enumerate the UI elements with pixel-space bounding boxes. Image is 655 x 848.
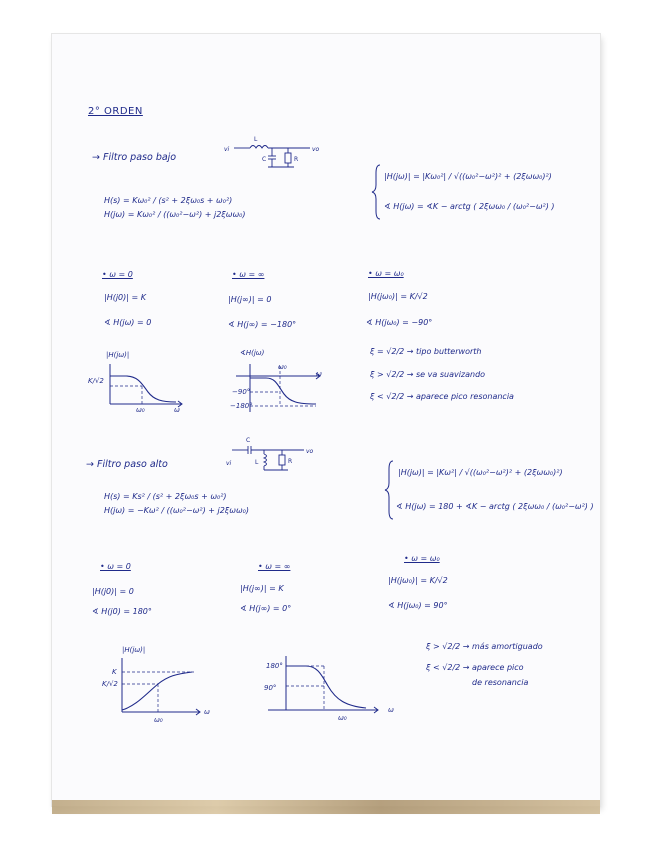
lowpass-heading: → Filtro paso bajo (92, 152, 177, 163)
highpass-phaseplot-xaxis: ω (388, 706, 394, 714)
lowpass-case-2-head: • ω = ω₀ (368, 269, 404, 278)
highpass-circuit-diagram (226, 436, 318, 474)
lowpass-case-2-phase: ∢ H(jω₀) = −90° (366, 318, 433, 327)
lowpass-case-1-head: • ω = ∞ (232, 270, 265, 279)
lowpass-case-1-phase: ∢ H(j∞) = −180° (228, 320, 297, 329)
highpass-heading: → Filtro paso alto (86, 459, 168, 470)
highpass-magnitude-plot (102, 656, 212, 720)
highpass-case-0-phase: ∢ H(j0) = 180° (92, 607, 152, 616)
lowpass-circuit-L: L (254, 136, 258, 143)
highpass-magnitude: |H(jω)| = |Kω²| / √((ω₀²−ω²)² + (2ξωω₀)²) (398, 468, 563, 477)
page-bottom-edge (52, 800, 600, 814)
lowpass-phaseplot-topmark: ω₀ (278, 363, 287, 371)
highpass-circuit-R: R (288, 458, 293, 465)
highpass-phaseplot-y2: 90° (264, 684, 277, 692)
lowpass-phaseplot-y2: −180° (230, 402, 253, 410)
lowpass-case-0-head: • ω = 0 (102, 270, 133, 279)
lowpass-circuit-vo: vo (312, 146, 320, 153)
highpass-xi-note-1: ξ < √2/2 → aparece pico (426, 663, 524, 672)
lowpass-phaseplot-xaxis: ω (316, 370, 322, 378)
highpass-magplot-y2: K/√2 (102, 680, 118, 688)
highpass-circuit-vo: vo (306, 448, 314, 455)
lowpass-case-2-mag: |H(jω₀)| = K/√2 (368, 292, 428, 301)
lowpass-phaseplot-title: ∢H(jω) (240, 349, 265, 357)
lowpass-circuit-vi: vi (224, 146, 230, 153)
lowpass-transfer-jw: H(jω) = Kω₀² / ((ω₀²−ω²) + j2ξωω₀) (104, 210, 246, 219)
lowpass-xi-note-1: ξ > √2/2 → se va suavizando (370, 370, 486, 379)
highpass-brace (385, 460, 395, 520)
highpass-circuit-L: L (255, 459, 259, 466)
lowpass-circuit-diagram (224, 134, 320, 172)
lowpass-magplot-title: |H(jω)| (106, 351, 130, 359)
highpass-case-1-mag: |H(j∞)| = K (240, 584, 284, 593)
lowpass-case-0-mag: |H(j0)| = K (104, 293, 146, 302)
lowpass-case-1-mag: |H(j∞)| = 0 (228, 295, 272, 304)
highpass-xi-note-2: de resonancia (472, 678, 529, 687)
lowpass-magplot-xmark: ω₀ (136, 406, 145, 414)
lowpass-phaseplot-y1: −90° (232, 388, 251, 396)
highpass-case-2-head: • ω = ω₀ (404, 554, 440, 563)
highpass-magplot-xmark: ω₀ (154, 716, 163, 724)
highpass-magplot-title: |H(jω)| (122, 646, 146, 654)
highpass-case-0-mag: |H(j0)| = 0 (92, 587, 134, 596)
highpass-circuit-vi: vi (226, 460, 232, 467)
highpass-case-1-phase: ∢ H(j∞) = 0° (240, 604, 292, 613)
highpass-case-2-phase: ∢ H(jω₀) = 90° (388, 601, 448, 610)
highpass-case-1-head: • ω = ∞ (258, 562, 291, 571)
highpass-case-0-head: • ω = 0 (100, 562, 131, 571)
lowpass-xi-note-0: ξ = √2/2 → tipo butterworth (370, 347, 482, 356)
lowpass-case-0-phase: ∢ H(jω) = 0 (104, 318, 152, 327)
page-title: 2° ORDEN (88, 106, 143, 117)
highpass-phaseplot-xmark: ω₀ (338, 714, 347, 722)
lowpass-transfer-s: H(s) = Kω₀² / (s² + 2ξω₀s + ω₀²) (104, 196, 233, 205)
highpass-circuit-C: C (246, 437, 251, 444)
highpass-phaseplot-y1: 180° (266, 662, 283, 670)
highpass-xi-note-0: ξ > √2/2 → más amortiguado (426, 642, 543, 651)
lowpass-phase: ∢ H(jω) = ∢K − arctg ( 2ξωω₀ / (ω₀²−ω²) ) (384, 202, 555, 211)
lowpass-xi-note-2: ξ < √2/2 → aparece pico resonancia (370, 392, 514, 401)
lowpass-magplot-ymark: K/√2 (88, 377, 104, 385)
lowpass-circuit-C: C (262, 156, 267, 163)
lowpass-magplot-xaxis: ω (174, 406, 180, 414)
lowpass-brace (372, 164, 382, 220)
highpass-phase: ∢ H(jω) = 180 + ∢K − arctg ( 2ξωω₀ / (ω₀²−ω²) ) (396, 502, 594, 511)
highpass-transfer-s: H(s) = Ks² / (s² + 2ξω₀s + ω₀²) (104, 492, 227, 501)
highpass-magplot-xaxis: ω (204, 708, 210, 716)
highpass-magplot-y1: K (112, 668, 117, 676)
highpass-transfer-jw: H(jω) = −Kω² / ((ω₀²−ω²) + j2ξωω₀) (104, 506, 249, 515)
lowpass-circuit-R: R (294, 156, 299, 163)
highpass-case-2-mag: |H(jω₀)| = K/√2 (388, 576, 448, 585)
lowpass-magnitude: |H(jω)| = |Kω₀²| / √((ω₀²−ω²)² + (2ξωω₀)²) (384, 172, 552, 181)
